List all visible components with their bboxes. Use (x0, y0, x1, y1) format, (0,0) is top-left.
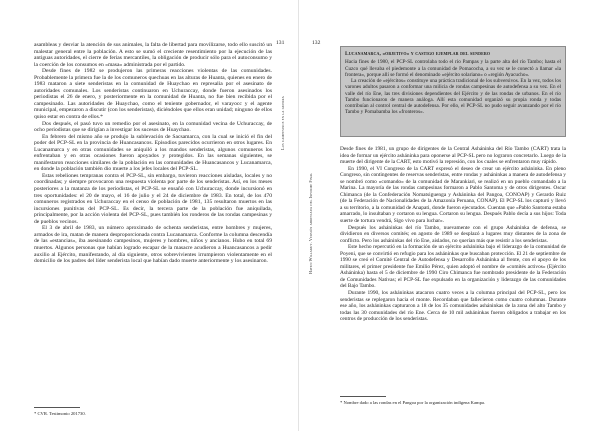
page-number-left: 131 (276, 40, 285, 46)
paragraph: Estas rebeliones tempranas contra el PCP-SL, sin embargo, tuvieron reacciones aisladas, locales y no coordinadas; y siempre provocaron una respuesta violenta por parte de los senderistas. Así, en los meses posteriores a la matanza de los periodistas, el PCP-SL se ensañó con Uchuraccay, donde incursionó en tres oportunidades: el 20 de mayo, el 16 de julio y el 24 de diciembre de 1983. En total, de los 470 comuneros registrados en Uchuraccay en el censo de población de 1981, 135 resultaron muertos en las incursiones punitivas del PCP-SL. Es decir, la tercera parte de la población fue aniquilada, principalmente, por la acción violenta del PCP-SL, pues también los ronderos de las rondas campesinas y de pueblos vecinos. (34, 172, 272, 225)
footnote-right: * Nombre dado a las rondas en el Pangoa por la organización indígena Kampa. (340, 400, 486, 405)
box-paragraph: Hacia fines de 1980, el PCP-SL controlaba todo el río Pampas y la parte alta del río Tambo; hasta el Cuzco qué llevaba el piedemonte a la comunidad de Pomacocha, a su vez se le conectó a llamar «la frontera», porque allí se formó el denominado «ejército solariano» o «región Ayacucho». (345, 59, 561, 78)
paragraph: asambleas y desviar la atención de sus animales, la falta de libertad para movilizarse, todo ello suscitó un malestar general entre la población. A esto se sumó el creciente resentimiento por la ejecución de las antiguas autoridades, el cierre de ferias mercantiles, la obligación de producir sólo para el autoconsumo y la coerción de los consumos en «masa» administrada por el partido. (34, 42, 272, 68)
running-head-text-left: Los campesinos en la guerra (280, 96, 285, 150)
paragraph: Este hecho repercutió en la formación de un ejército asháninka bajo el liderazgo de la comunidad de Poyeni, que se convirtió en refugio para los asháninkas que buscaban protección. El 21 de septiembre de 1990 se creó el Comité Central de Autodefensa y Desarrollo Asháninka al frente, con el apoyo de los militares, el primer presidente fue Emilio Pérez, quien adoptó el nombre de «comités activos» (Ejército Asháninka) hasta el 5 de diciembre de 1990 Ciro Chimanca fue nombrado presidente de la Federación de Comunidades Nativas; el PCP-SL fue expulsado en la organización y liderazgo de las comunidades del Bajo Tambo. (340, 244, 566, 290)
right-body-text (340, 146, 566, 323)
paragraph: El 3 de abril de 1983, un número aproximado de ochenta senderistas, entre hombres y mujeres, armados de ira, matan de manera desproporcionada contra Lucanamarca. Conforme la columna descendía de las «estancias», iba asesinando campesinos, mujeres y hombres, niños y ancianos. Hubo en total 69 muertos. Algunos personas que habían logrado escapar de la masacre acudieron a Huancasancos a pedir auxilio al Ejército, manifestando, al día siguiente, otros sobrevivientes irrumpieron violentamente en el domicilio de los padres del líder senderista local que habían dado muerte anteriormente y los asesinaron. (34, 225, 272, 265)
paragraph: Desde fines de 1981, un grupo de dirigentes de la Central Asháninka del Río Tambo (CART) trata la idea de formar un ejército asháninka para oponerse al PCP-SL pero no lograron concretarlo. Luego de la muerte del dirigente de la CART, esto motivó la represión, con los cuales se enfrentaron muy rápido. (340, 146, 566, 166)
gutter (298, 0, 299, 431)
footnote-rule (340, 396, 386, 397)
paragraph: En febrero del mismo año se produjo la sublevación de Sacsamarca, con la cual se inició el fin del poder del PCP-SL en la provincia de Huancasancos. Episodios parecidos ocurrieron en otros lugares. En Lucanamarca y en otras comunidades se aniquiló a los mandos senderistas, algunos comuneros los enfrentaban y en otras ocasiones fueron apoyados y protegidos. En las semanas siguientes, se manifestaron reacciones similares de la población en las comunidades de Huancasancos y Lucanamarca, en donde la población también dio muerte a los jefes locales del PCP-SL. (34, 133, 272, 173)
paragraph: Dos después, el pasó tuvo un remedio por el asesinato, en la comunidad vecina de Uchuraccay, de ocho periodistas que se dirigían a investigar los sucesos de Huaychao. (34, 120, 272, 134)
left-body-text (34, 42, 272, 265)
box-paragraph: La creación de «ejércitos» constituye una práctica tradicional de los subversivos. En la vez, todos los varones adultos pasaron a conformar una milicia de rondas campesinas de autodefensa a su vez. En el valle del río Ene, las tres divisiones dependientes del Ejército y de las rondas de urbanos. En el río Tambo funcionaron de manera análoga. Allí esta comunidad organizó su propia ronda y todas contribuían al control central de autodefensa. Por ello, el PCP-SL no pudo seguir avanzando por el río Tambo y Pomabamba los «fronteros». (345, 78, 561, 116)
running-head-text-right: Hatun Willakuy. Versión abreviada del Informe Final (308, 172, 313, 274)
shaded-text-box (340, 46, 566, 137)
paragraph: En 1990, el VI Congreso de la CART expresó el deseo de crear un ejército asháninka. En pleno Congreso, sin contingentes de reservas senderistas, entre rondas y asháninkas a manera de autodefensa y se nombró como «comando» de la comunidad de Marankiari, se realizó en un pueblo comandado a la Marina. La mayoría de las rondas campesinas formaron a Pablo Santoma y de otros dirigentes. Oscar Chimanca (de la Confederación Nomatsiguenga y Asháninka del Pangoa, CONOAP) y Gerardo Ruiz (de la Federación de Nacionalidades de la Amazonía Peruana, CONAP). El PCP-SL los capturó y llevó a su territorio, a la comunidad de Anapati, donde fueron ejecutados. Cuentan que «Pablo Santoma estaba amarrado, lo insultaban y cortaron su lengua. Cortaron su lengua. Después Pablo decía a sus hijos: Toda suerte de tortura vendrá, Sigo vivo para luchar». (340, 165, 566, 225)
left-running-head (274, 40, 286, 200)
footnote-rule (34, 407, 80, 408)
paragraph: Después los asháninkas del río Tambo, nuevamente con el grupo Asháninka de defensa, se dividieron en diversos comités; en agosto de 1989 se desplazó a lugares muy distantes de la zona de conflicto. Pero los asháninkas del río Ene, aislados, no querían más que resistir a los senderistas. (340, 224, 566, 244)
paragraph: Desde fines de 1982 se produjeron las primeras reacciones violentas de las comunidades. Probablemente la primera fue la de los comuneros quechuas en las alturas de Huanta, quienes en enero de 1983 mataron a siete senderistas en la comunidad de Huaychao en represalia por el asesinato de autoridades comunales. Los senderistas continuaron en Uchuraccay, donde fueron asesinados los periodistas el 26 de enero, y posteriormente en la comunidad de Huanta, no fue bien recibida por el campesinado. Las autoridades de Huaychao, como el teniente gobernador, el varayocc y el agente municipal, empezaron a discutir (con los senderistas), diciéndoles que ellos eran unidad; ninguno de ellos quiso estar en contra de ellos.* (34, 68, 272, 121)
footnote-left: * CVR. Testimonio 201730. (34, 411, 86, 416)
box-title: Lucanamarca, «objetivo» y castigo ejemplar del sendero (345, 51, 491, 57)
right-running-head (302, 40, 321, 280)
page-number-right: 132 (312, 40, 321, 46)
paragraph: Durante 1990, los asháninkas atacaron cuatro veces a la columna principal del PCP-SL, pero los senderistas se replegaron hacia el monte. Recordaban que fallecieron como cuatro columnas. Durante ese año, los asháninkas capturaron a 18 de los 35 comunidades asháninkas de la zona del alto Tambo y todas las 30 comunidades del río Ene. Cerca de 10 mil asháninkas fueron obligados a trabajar en los centros de producción de los senderistas. (340, 290, 566, 323)
